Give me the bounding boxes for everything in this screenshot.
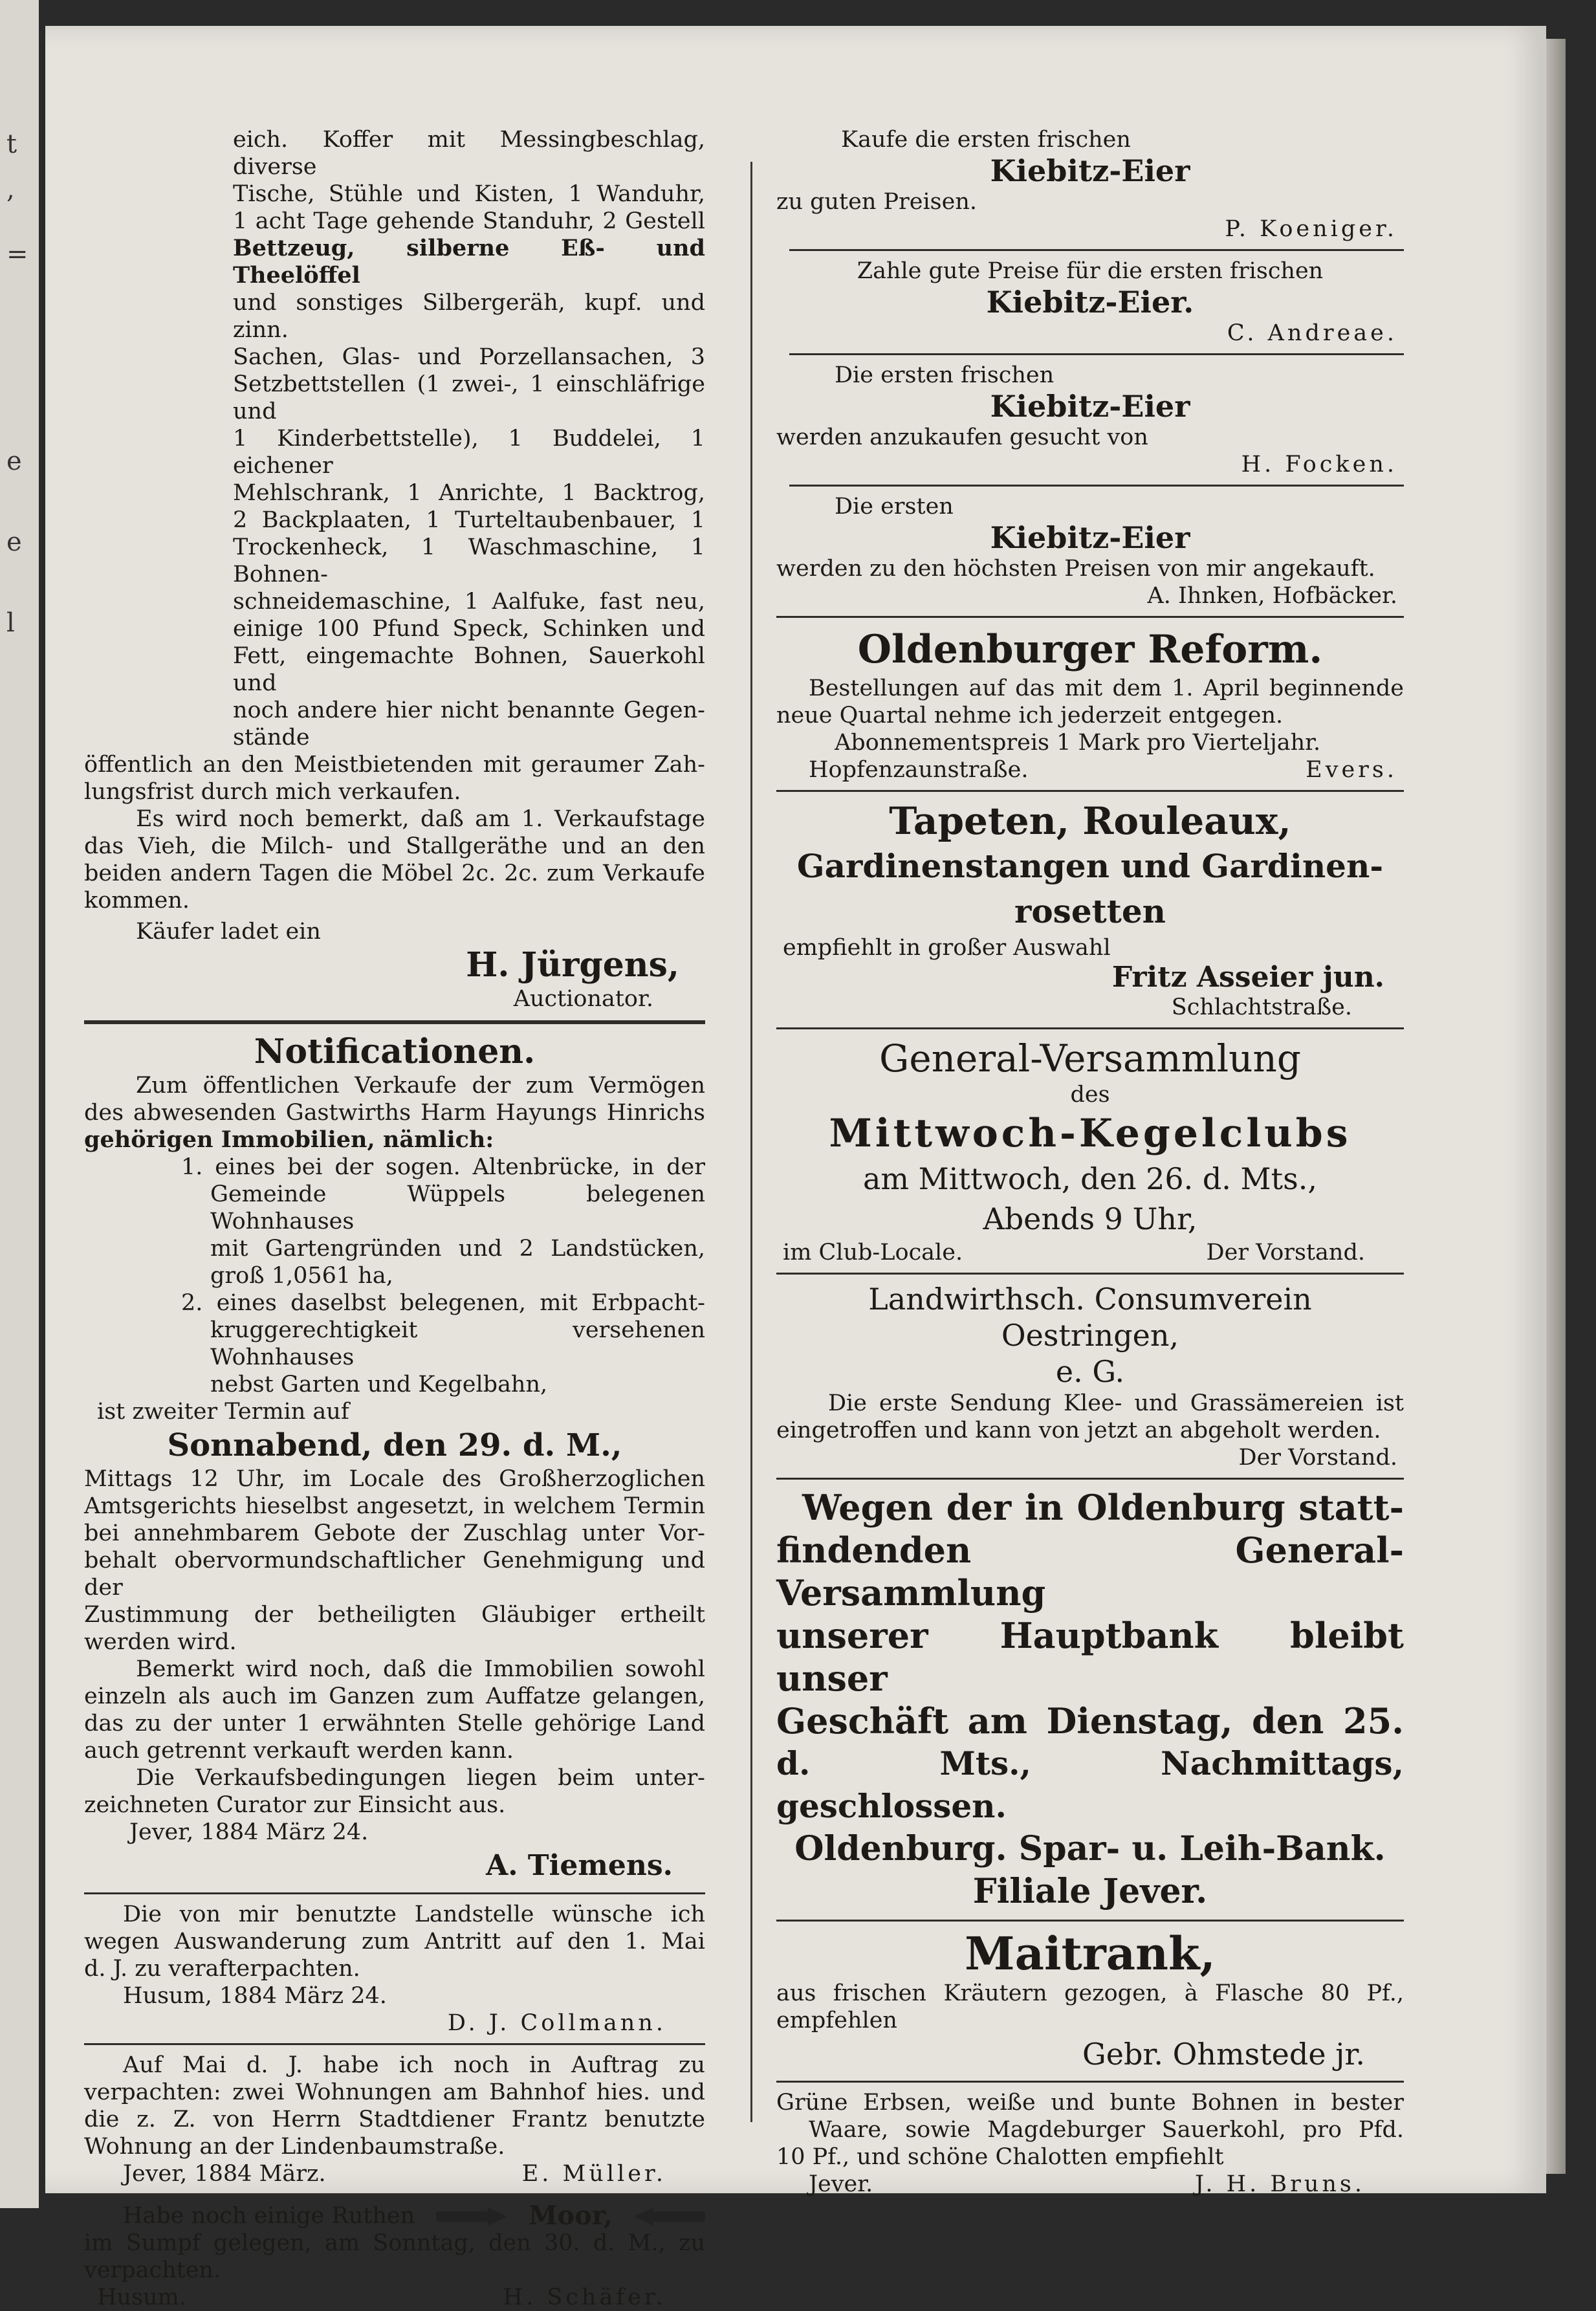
text-line: ist zweiter Termin auf [97, 1399, 349, 1425]
text-line: empfiehlt in großer Auswahl [783, 935, 1111, 961]
text-line: verpachten. [84, 2257, 221, 2283]
moor-lease-ad [84, 2202, 705, 2311]
text-line: Bettzeug, silberne Eß- und Theelöffel [233, 235, 705, 289]
text-line: 2. eines daselbst belegenen, mit Erbpacht- [181, 1290, 705, 1316]
street-row [776, 756, 1404, 783]
left-column [84, 126, 705, 2311]
ad-title: Gardinenstangen und Gardinen- [796, 847, 1384, 885]
text-line: Zum öffentlichen Verkaufe der zum Vermögen [136, 1073, 705, 1099]
ad-rule [84, 2043, 705, 2045]
signature: A. Tiemens. [486, 1849, 673, 1882]
product-headline: Kiebitz-Eier [990, 389, 1190, 424]
ad-rule [84, 2194, 705, 2196]
ad-focken [776, 362, 1404, 478]
ad-oldenburger-reform [776, 624, 1404, 783]
text-line: lungsfrist durch mich verkaufen. [84, 779, 461, 805]
text-line: gehörigen Immobilien, nämlich: [84, 1126, 494, 1153]
item-list [84, 1154, 705, 1398]
text-line: die z. Z. von Herrn Stadtdiener Frantz benutzte [84, 2107, 705, 2132]
bank-name: Oldenburg. Spar- u. Leih-Bank. [794, 1829, 1386, 1868]
ad-tapeten [776, 798, 1404, 1021]
place-date: Husum, 1884 März 24. [123, 1983, 387, 2009]
text-line: 1 Kinderbettstelle), 1 Buddelei, 1 eichener [233, 426, 705, 479]
ad-consumverein [776, 1281, 1404, 1471]
ad-title: Tapeten, Rouleaux, [889, 799, 1291, 843]
text-line: behalt obervormundschaftlicher Genehmigung und der [84, 1548, 705, 1601]
product-headline: Kiebitz-Eier. [986, 285, 1194, 320]
text-line: zeichneten Curator zur Einsicht aus. [84, 1792, 506, 1818]
text-line: unserer Hauptbank bleibt unser [776, 1615, 1404, 1699]
text-line: und sonstiges Silbergeräh, kupf. und zinn. [233, 290, 705, 343]
product-headline: Kiebitz-Eier [990, 520, 1190, 555]
text-line: Wegen der in Oldenburg statt- [802, 1487, 1404, 1528]
signature: C. Andreae. [1227, 320, 1397, 346]
ad-title: Oldenburger Reform. [857, 627, 1323, 672]
text-line: noch andere hier nicht benannte Gegen- [233, 697, 705, 723]
text-line: Auf Mai d. J. habe ich noch in Auftrag zu [123, 2052, 705, 2078]
place: Husum. [97, 2284, 186, 2310]
text-line: Die von mir benutzte Landstelle wünsche ich [123, 1901, 705, 1927]
text-line: Tische, Stühle und Kisten, 1 Wanduhr, [233, 181, 705, 207]
street: Hopfenzaunstraße. [809, 757, 1029, 783]
text-line: werden wird. [84, 1629, 237, 1655]
text-line: stände [233, 725, 310, 750]
place-row [776, 1239, 1404, 1266]
right-column [776, 126, 1404, 2198]
ad-rule [789, 485, 1404, 487]
text-line: aus frischen Kräutern gezogen, à Flasche 80 Pf., [776, 1980, 1404, 2006]
term-date: Sonnabend, den 29. d. M., [167, 1427, 622, 1463]
strip-char: t [6, 129, 17, 159]
signature: Evers. [1306, 757, 1397, 783]
text-line: wegen Auswanderung zum Antritt auf den 1. Mai [84, 1929, 705, 1955]
text-line: neue Quartal nehme ich jederzeit entgegen. [776, 703, 1284, 728]
text-line: nebst Garten und Kegelbahn, [210, 1372, 548, 1397]
place: im Club-Locale. [783, 1240, 963, 1265]
text-line: 10 Pf., und schöne Chalotten empfiehlt [776, 2144, 1224, 2170]
text-line: einige 100 Pfund Speck, Schinken und [233, 616, 705, 642]
text-line: schneidemaschine, 1 Aalfuke, fast neu, [233, 589, 705, 615]
club-name: Mittwoch-Kegelclubs [829, 1111, 1351, 1156]
text-line: Wohnung an der Lindenbaumstraße. [84, 2134, 505, 2160]
page-edge [1546, 39, 1566, 2174]
text-line: Waare, sowie Magdeburger Sauerkohl, pro Pfd. [809, 2117, 1404, 2143]
adjacent-page-strip [0, 0, 39, 2208]
strip-char: l [6, 608, 15, 638]
ad-rule [776, 790, 1404, 792]
ad-title: rosetten [1014, 892, 1166, 930]
moor-word: Moor, [529, 2200, 613, 2231]
text-line: 1 acht Tage gehende Standuhr, 2 Gestell [233, 208, 705, 234]
text-line: das zu der unter 1 erwähnten Stelle gehörige Land [84, 1711, 705, 1736]
place-signature-row [84, 2284, 705, 2311]
ad-andreae [776, 257, 1404, 347]
text-line: findenden General-Versammlung [776, 1529, 1404, 1614]
strip-char: , [6, 175, 15, 204]
text-line: 2 Backplaaten, 1 Turteltaubenbauer, 1 [233, 507, 705, 533]
strip-char: e [6, 446, 22, 476]
product-headline: Kiebitz-Eier [990, 153, 1190, 188]
auction-items [84, 126, 705, 751]
text-line: das Vieh, die Milch- und Stallgeräthe und an den [84, 833, 705, 859]
text-line: groß 1,0561 ha, [210, 1263, 393, 1289]
text-line: öffentlich an den Meistbietenden mit geraumer Zah- [84, 752, 705, 778]
pointing-hand-icon [436, 2206, 507, 2226]
text-line: Amtsgerichts hieselbst angesetzt, in welchem Termin [84, 1493, 705, 1519]
text-line: Gemeinde Wüppels belegenen Wohnhauses [210, 1181, 705, 1234]
text-line: auch getrennt verkauft werden kann. [84, 1738, 514, 1764]
meeting-time: Abends 9 Uhr, [983, 1201, 1197, 1236]
ad-rule [84, 1892, 705, 1894]
text-line: im Sumpf gelegen, am Sonntag, den 30. d. M., zu [84, 2230, 705, 2256]
column-divider [750, 162, 752, 2122]
ad-koeniger [776, 126, 1404, 243]
text-line: eich. Koffer mit Messingbeschlag, diverse [233, 127, 705, 180]
ad-rule [776, 616, 1404, 618]
text-line: Geschäft am Dienstag, den 25. [776, 1700, 1404, 1742]
text-line: 1. eines bei der sogen. Altenbrücke, in der [181, 1154, 705, 1180]
ad-bank-closure [776, 1486, 1404, 1913]
place-date: Jever, 1884 März 24. [129, 1819, 369, 1845]
place-date-row [84, 2160, 705, 2187]
lease-ad-mueller [84, 2052, 705, 2187]
ad-title: Landwirthsch. Consumverein Oestringen, [868, 1282, 1312, 1353]
text-line: Sachen, Glas- und Porzellansachen, 3 [233, 344, 705, 370]
text-line: zu guten Preisen. [776, 189, 978, 215]
text-line: Grüne Erbsen, weiße und bunte Bohnen in bester [776, 2090, 1404, 2116]
text-line: Die ersten [835, 494, 954, 520]
signature: D. J. Collmann. [447, 2010, 666, 2036]
pointing-hand-icon [634, 2206, 705, 2226]
street: Schlachtstraße. [1171, 994, 1352, 1020]
signature: J. H. Bruns. [1195, 2171, 1365, 2197]
auctioneer-title: Auctionator. [513, 986, 653, 1012]
signature: Der Vorstand. [1206, 1240, 1365, 1265]
ad-rule [776, 1920, 1404, 1922]
ad-bruns [776, 2089, 1404, 2198]
ad-title: General-Versammlung [879, 1036, 1301, 1080]
text-line: kommen. [84, 888, 190, 914]
bank-branch: Filiale Jever. [972, 1872, 1208, 1911]
text-line: Bemerkt wird noch, daß die Immobilien sowohl [136, 1656, 705, 1682]
place-date: Jever, 1884 März. [123, 2161, 326, 2187]
ad-rule [776, 1027, 1404, 1029]
ad-general-versammlung [776, 1036, 1404, 1266]
text-line: des [1070, 1082, 1110, 1108]
signature: Fritz Asseier jun. [1111, 961, 1384, 994]
place-signature-row [776, 2171, 1404, 2198]
text-line: des abwesenden Gastwirths Harm Hayungs Hinrichs [84, 1100, 705, 1126]
text-line: d. Mts., Nachmittags, geschlossen. [776, 1744, 1404, 1825]
text-line: eingetroffen und kann von jetzt an abgeholt werden. [776, 1418, 1381, 1443]
auction-body [84, 751, 705, 1013]
text-line: beiden andern Tagen die Möbel 2c. 2c. zum Verkaufe [84, 860, 705, 886]
text-line: werden anzukaufen gesucht von [776, 424, 1148, 450]
text-line: Habe noch einige Ruthen [123, 2203, 415, 2229]
text-line: einzeln als auch im Ganzen zum Auffatze gelangen, [84, 1683, 705, 1709]
ad-rule [776, 1273, 1404, 1275]
text-line: Mittags 12 Uhr, im Locale des Großherzoglichen [84, 1466, 705, 1492]
text-line: Zustimmung der betheiligten Gläubiger ertheilt [84, 1602, 705, 1628]
text-line: bei annehmbarem Gebote der Zuschlag unter Vor- [84, 1520, 705, 1546]
text-line: verpachten: zwei Wohnungen am Bahnhof hies. und [84, 2079, 705, 2105]
auctioneer-name: H. Jürgens, [466, 945, 679, 985]
text-line: Mehlschrank, 1 Anrichte, 1 Backtrog, [233, 480, 705, 506]
ad-rule [776, 2081, 1404, 2083]
notifications-heading: Notificationen. [254, 1032, 536, 1071]
ad-ihnken [776, 493, 1404, 609]
text-line: d. J. zu verafterpachten. [84, 1956, 360, 1982]
ad-rule [776, 1478, 1404, 1480]
text-line: Setzbettstellen (1 zwei-, 1 einschläfrige und [233, 371, 705, 424]
text-line: werden zu den höchsten Preisen von mir angekauft. [776, 556, 1375, 582]
ad-title: e. G. [1055, 1354, 1125, 1389]
meeting-date: am Mittwoch, den 26. d. Mts., [863, 1161, 1317, 1196]
signature: P. Koeniger. [1225, 216, 1397, 242]
text-line: Bestellungen auf das mit dem 1. April beginnende [809, 675, 1404, 701]
text-line: Trockenheck, 1 Waschmaschine, 1 Bohnen- [233, 534, 705, 587]
moor-headline [84, 2202, 705, 2229]
price-line: Abonnementspreis 1 Mark pro Vierteljahr. [835, 730, 1321, 756]
signature: E. Müller. [521, 2161, 666, 2187]
ad-title: Maitrank, [965, 1927, 1216, 1980]
notification-estate-sale [84, 1072, 705, 1886]
text-line: Die Verkaufsbedingungen liegen beim unter- [136, 1765, 705, 1791]
text-line: mit Gartengründen und 2 Landstücken, [210, 1236, 705, 1262]
signature: Der Vorstand. [1238, 1445, 1397, 1471]
ad-rule [789, 353, 1404, 355]
signature: A. Ihnken, Hofbäcker. [1147, 583, 1397, 609]
buyer-invite: Käufer ladet ein [136, 919, 321, 945]
signature: Gebr. Ohmstede jr. [1082, 2037, 1365, 2072]
section-rule [84, 1020, 705, 1024]
signature: H. Focken. [1241, 452, 1397, 477]
text-line: empfehlen [776, 2008, 897, 2033]
text-line: Zahle gute Preise für die ersten frischen [857, 258, 1324, 284]
text-line: Die ersten frischen [835, 362, 1055, 388]
text-line: Die erste Sendung Klee- und Grassämereien ist [828, 1390, 1404, 1416]
text-line: Es wird noch bemerkt, daß am 1. Verkaufstage [136, 806, 705, 832]
text-line: Kaufe die ersten frischen [841, 127, 1131, 153]
lease-ad-collmann [84, 1901, 705, 2037]
text-line: Fett, eingemachte Bohnen, Sauerkohl und [233, 643, 705, 696]
signature: H. Schäfer. [503, 2284, 666, 2310]
strip-char: e [6, 527, 22, 557]
ad-maitrank [776, 1928, 1404, 2074]
ad-rule [789, 249, 1404, 251]
strip-char: = [6, 239, 28, 269]
text-line: kruggerechtigkeit versehenen Wohnhauses [210, 1317, 705, 1370]
place: Jever. [809, 2171, 873, 2197]
